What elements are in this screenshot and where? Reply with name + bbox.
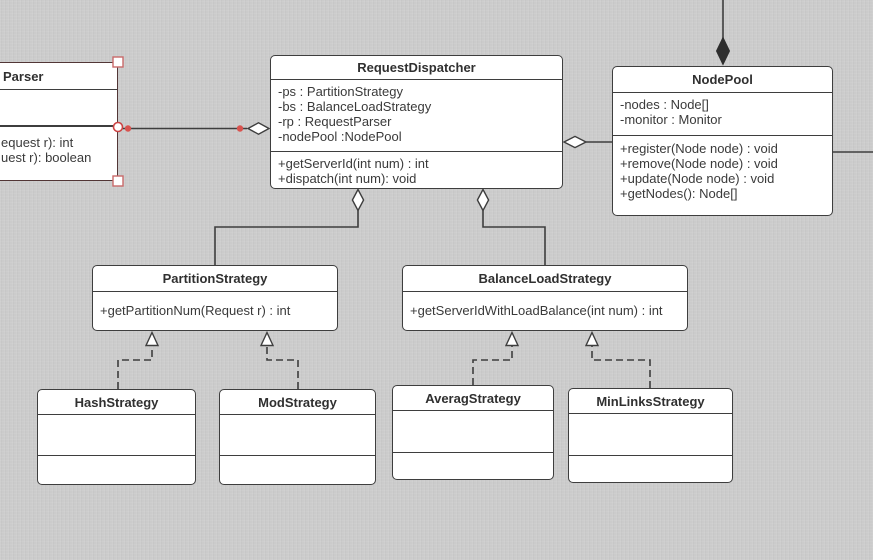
class-balance-load-strategy-title: BalanceLoadStrategy <box>403 266 687 292</box>
method-line: equest r): int <box>1 135 74 150</box>
method-line: +register(Node node) : void <box>620 141 778 156</box>
method-line: +getServerIdWithLoadBalance(int num) : int <box>410 303 663 318</box>
aggregation-diamond <box>248 123 269 134</box>
method-line: +remove(Node node) : void <box>620 156 778 171</box>
composition-diamond <box>717 38 730 65</box>
resize-handle-bottom-right[interactable] <box>113 176 123 186</box>
class-node-pool-title: NodePool <box>613 67 832 93</box>
method-line: +getServerId(int num) : int <box>278 156 429 171</box>
class-averag-strategy-title: AveragStrategy <box>393 386 553 411</box>
connector-endpoint-handle[interactable] <box>125 125 131 131</box>
aggregation-diamond <box>564 136 586 147</box>
selection-handles-parser <box>113 57 243 186</box>
method-line: +dispatch(int num): void <box>278 171 417 186</box>
connector-endpoint-handle[interactable] <box>237 125 243 131</box>
aggregation-diamond <box>477 190 488 211</box>
attribute-line: -nodes : Node[] <box>620 97 709 112</box>
class-hash-strategy-title: HashStrategy <box>38 390 195 415</box>
class-partition-strategy-title: PartitionStrategy <box>93 266 337 292</box>
method-line: +update(Node node) : void <box>620 171 775 186</box>
attribute-line: -nodePool :NodePool <box>278 129 402 144</box>
realization-arrow <box>586 333 598 346</box>
connector-averagstrategy-balanceloadstrategy[interactable] <box>473 333 518 386</box>
realization-arrow <box>506 333 518 346</box>
method-line: uest r): boolean <box>1 150 92 165</box>
connector-minlinksstrategy-balanceloadstrategy[interactable] <box>586 333 650 389</box>
connector-requestdispatcher-nodepool[interactable] <box>564 136 612 147</box>
connection-anchor[interactable] <box>114 123 123 132</box>
realization-arrow <box>261 333 273 346</box>
connector-modstrategy-partitionstrategy[interactable] <box>261 333 298 390</box>
attribute-line: -bs : BalanceLoadStrategy <box>278 99 432 114</box>
connector-hashstrategy-partitionstrategy[interactable] <box>118 333 158 390</box>
attribute-line: -rp : RequestParser <box>278 114 392 129</box>
class-request-dispatcher-title: RequestDispatcher <box>271 56 562 80</box>
connector-parser-requestdispatcher[interactable] <box>118 123 269 134</box>
attribute-line: -monitor : Monitor <box>620 112 722 127</box>
method-line: +getPartitionNum(Request r) : int <box>100 303 291 318</box>
connector-top-nodepool-composition[interactable] <box>717 0 730 65</box>
attribute-line: -ps : PartitionStrategy <box>278 84 403 99</box>
method-line: +getNodes(): Node[] <box>620 186 738 201</box>
class-parser-title: Parser <box>0 63 117 90</box>
connector-requestdispatcher-balanceloadstrategy[interactable] <box>477 190 545 266</box>
aggregation-diamond <box>352 190 363 211</box>
class-mod-strategy-title: ModStrategy <box>220 390 375 415</box>
class-min-links-strategy-title: MinLinksStrategy <box>569 389 732 414</box>
connector-requestdispatcher-partitionstrategy[interactable] <box>215 190 364 266</box>
resize-handle-top-right[interactable] <box>113 57 123 67</box>
realization-arrow <box>146 333 158 346</box>
